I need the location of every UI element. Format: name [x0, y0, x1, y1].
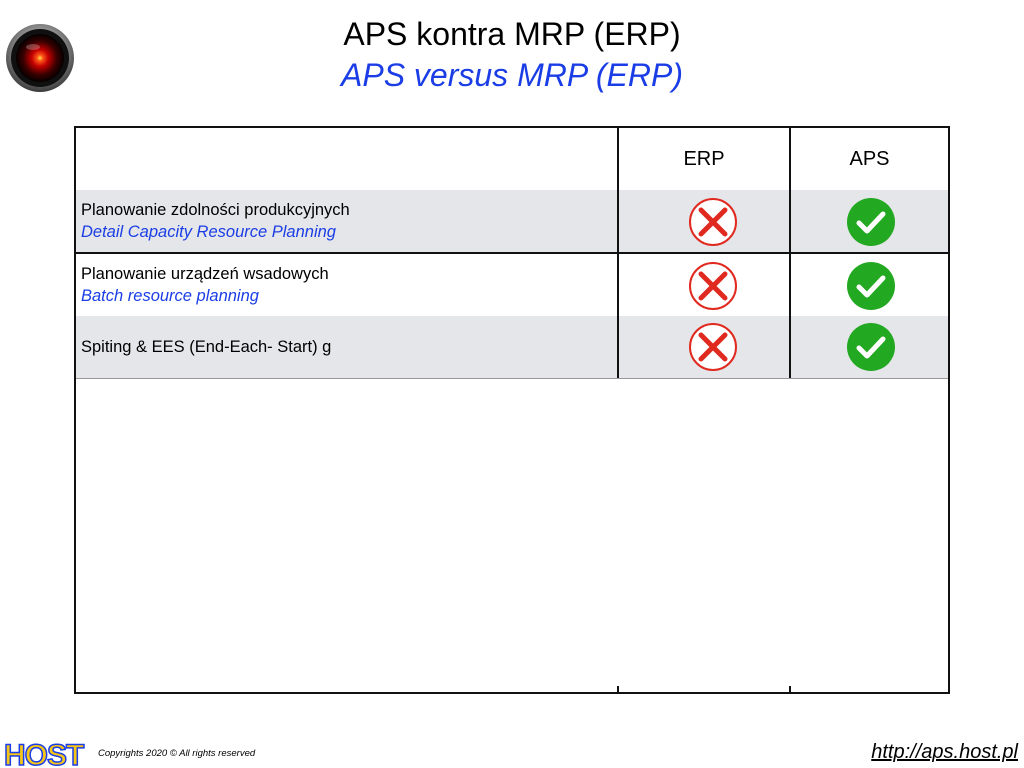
- cross-icon: [688, 261, 738, 311]
- host-logo: [2, 738, 86, 768]
- column-header-erp: ERP: [683, 147, 725, 170]
- row-label-pl: Planowanie zdolności produkcyjnych: [81, 201, 350, 219]
- column-divider: [617, 128, 619, 378]
- check-icon: [846, 322, 896, 372]
- comparison-table: [74, 126, 950, 694]
- table-row: [76, 190, 948, 252]
- svg-text:HOST: HOST: [4, 739, 84, 768]
- check-icon: [846, 261, 896, 311]
- page-subtitle: APS versus MRP (ERP): [341, 57, 683, 93]
- row-label-pl: Spiting & EES (End-Each- Start) g: [81, 338, 332, 356]
- row-label: [81, 316, 611, 378]
- row-label: [81, 190, 611, 252]
- row-label-en: Batch resource planning: [81, 287, 259, 305]
- cross-icon: [688, 322, 738, 372]
- row-label-en: Detail Capacity Resource Planning: [81, 223, 336, 241]
- table-row: [76, 254, 948, 316]
- row-label: [81, 254, 611, 316]
- table-row: [76, 316, 948, 378]
- check-icon: [846, 197, 896, 247]
- column-divider: [789, 128, 791, 378]
- column-header-aps: APS: [849, 147, 890, 170]
- website-link[interactable]: http://aps.host.pl: [871, 741, 1018, 763]
- copyright-text: Copyrights 2020 © All rights reserved: [98, 748, 256, 759]
- cross-icon: [688, 197, 738, 247]
- table-header-row: [76, 128, 948, 190]
- row-label-pl: Planowanie urządzeń wsadowych: [81, 265, 329, 283]
- page-title: APS kontra MRP (ERP): [343, 16, 681, 52]
